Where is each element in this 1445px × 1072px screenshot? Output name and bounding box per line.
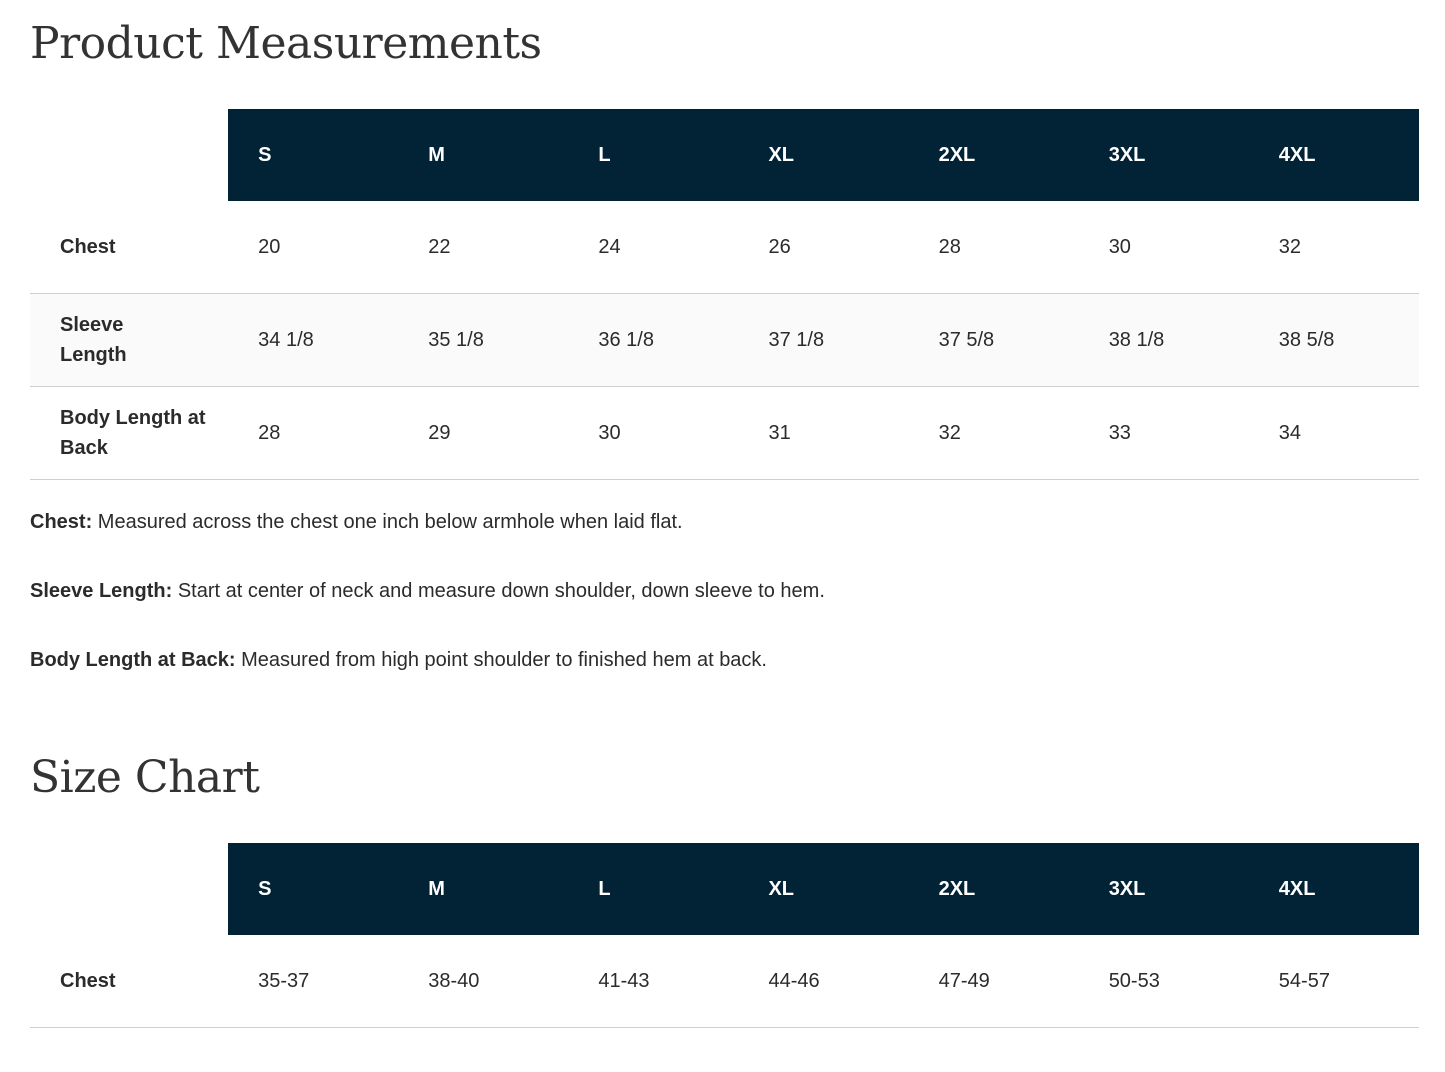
table-cell: 35 1/8: [398, 294, 568, 387]
size-header-3xl: 3XL: [1079, 843, 1249, 935]
table-cell: 26: [738, 201, 908, 294]
table-cell: 50-53: [1079, 935, 1249, 1028]
product-measurements-title: Product Measurements: [30, 18, 542, 69]
table-cell: 34: [1249, 387, 1419, 480]
size-header-m: M: [398, 109, 568, 201]
measurement-notes: [30, 510, 1419, 717]
note-term: Chest:: [30, 511, 93, 533]
table-cell: 22: [398, 201, 568, 294]
size-header-3xl: 3XL: [1079, 109, 1249, 201]
table-cell: 47-49: [909, 935, 1079, 1028]
table-cell: 44-46: [738, 935, 908, 1028]
row-label: Chest: [30, 935, 228, 1028]
size-header-2xl: 2XL: [909, 843, 1079, 935]
table-cell: 20: [228, 201, 398, 294]
table-cell: 41-43: [568, 935, 738, 1028]
note-term: Sleeve Length:: [30, 580, 173, 602]
table-cell: 30: [1079, 201, 1249, 294]
size-header-2xl: 2XL: [909, 109, 1079, 201]
table-cell: 38-40: [398, 935, 568, 1028]
row-label: Sleeve Length: [30, 294, 228, 387]
note-text: Start at center of neck and measure down shoulder, down sleeve to hem.: [177, 580, 825, 602]
note-body-length: [30, 648, 1419, 672]
table-row-chest: [30, 935, 1419, 1028]
size-header-xl: XL: [738, 843, 908, 935]
table-header-row: [30, 109, 1419, 201]
table-cell: 33: [1079, 387, 1249, 480]
note-chest: [30, 510, 1419, 534]
table-cell: 28: [909, 201, 1079, 294]
table-cell: 36 1/8: [568, 294, 738, 387]
table-cell: 34 1/8: [228, 294, 398, 387]
table-cell: 24: [568, 201, 738, 294]
row-label: Body Length at Back: [30, 387, 228, 480]
table-row-sleeve-length: [30, 294, 1419, 387]
table-cell: 38 5/8: [1249, 294, 1419, 387]
size-header-m: M: [398, 843, 568, 935]
header-corner-cell: [30, 843, 228, 935]
table-row-body-length: [30, 387, 1419, 480]
table-cell: 37 5/8: [909, 294, 1079, 387]
table-cell: 31: [738, 387, 908, 480]
size-header-4xl: 4XL: [1249, 109, 1419, 201]
table-header-row: [30, 843, 1419, 935]
note-term: Body Length at Back:: [30, 649, 236, 671]
table-cell: 28: [228, 387, 398, 480]
table-cell: 37 1/8: [738, 294, 908, 387]
note-sleeve-length: [30, 579, 1419, 603]
table-cell: 38 1/8: [1079, 294, 1249, 387]
note-text: Measured from high point shoulder to finished hem at back.: [241, 649, 767, 671]
size-header-s: S: [228, 109, 398, 201]
size-header-s: S: [228, 843, 398, 935]
header-corner-cell: [30, 109, 228, 201]
size-header-4xl: 4XL: [1249, 843, 1419, 935]
table-row-chest: [30, 201, 1419, 294]
size-header-l: L: [568, 109, 738, 201]
size-chart-table: [30, 843, 1419, 1028]
table-cell: 35-37: [228, 935, 398, 1028]
product-measurements-table: [30, 109, 1419, 480]
size-header-l: L: [568, 843, 738, 935]
row-label: Chest: [30, 201, 228, 294]
table-cell: 54-57: [1249, 935, 1419, 1028]
table-cell: 29: [398, 387, 568, 480]
table-cell: 32: [909, 387, 1079, 480]
note-text: Measured across the chest one inch below armhole when laid flat.: [97, 511, 683, 533]
size-header-xl: XL: [738, 109, 908, 201]
size-chart-title: Size Chart: [30, 752, 260, 803]
table-cell: 30: [568, 387, 738, 480]
table-cell: 32: [1249, 201, 1419, 294]
